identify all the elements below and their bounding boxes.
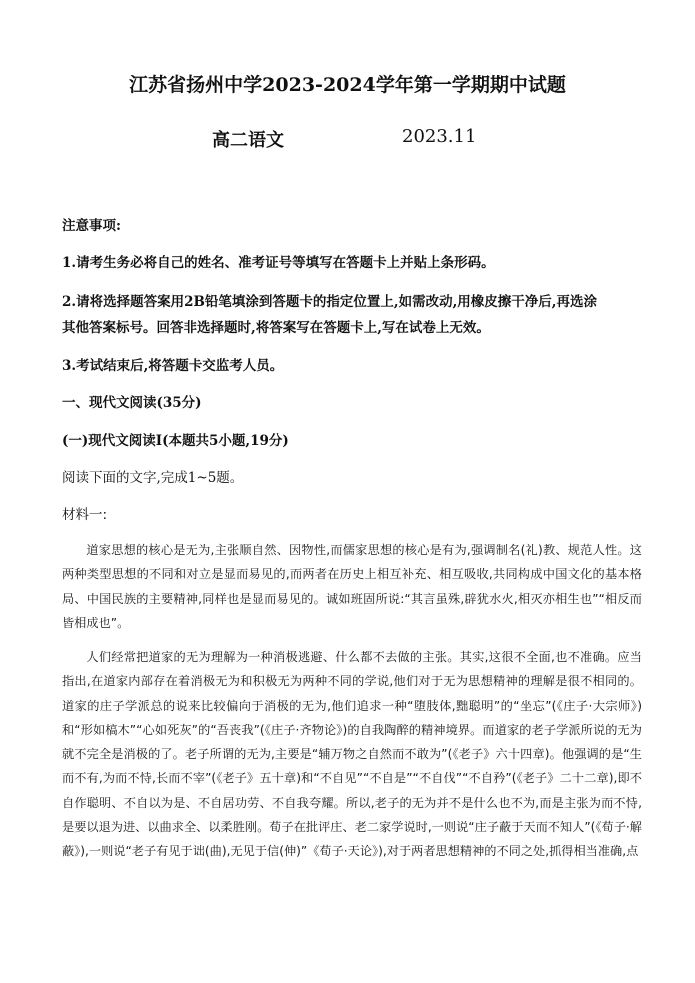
material-paragraph-1: 道家思想的核心是无为,主张顺自然、因物性,而儒家思想的核心是有为,强调制名(礼)教、规范人性。这两种类型思想的不同和对立是显而易见的,而两者在历史上相互补充、相互吸收,共同构成中国文化的基本格局、中国民族的主要精神,同样也是显而易见的。诚如班固所说:“其言虽殊,辟犹水火,相灭亦相生也”“相反而皆相成也”。 bbox=[62, 543, 642, 630]
material-label: 材料一: bbox=[62, 507, 108, 523]
exam-date: 2023.11 bbox=[402, 126, 477, 147]
section-subheading: (一)现代文阅读Ⅰ(本题共5小题,19分) bbox=[62, 433, 289, 449]
notice-item-1: 1.请考生务必将自己的姓名、准考证号等填写在答题卡上并贴上条形码。 bbox=[62, 255, 495, 271]
reading-instruction: 阅读下面的文字,完成1~5题。 bbox=[62, 470, 244, 486]
exam-title: 江苏省扬州中学2023-2024学年第一学期期中试题 bbox=[129, 74, 566, 96]
notice-heading: 注意事项: bbox=[62, 218, 121, 234]
material-paragraph-2: 人们经常把道家的无为理解为一种消极逃避、什么都不去做的主张。其实,这很不全面,也不准确。应当指出,在道家内部存在着消极无为和积极无为两种不同的学说,他们对于无为思想精神的理解是很不相同的。道家的庄子学派总的说来比较偏向于消极的无为,他们追求一种“堕肢体,黜聪明”的“坐忘”(《庄子·大宗师》)和“形如槁木”“心如死灰”的“吾丧我”(《庄子·齐物论》)的自我陶醉的精神境界。而道家的老子学派所说的无为就不完全是消极的了。老子所谓的无为,主要是“辅万物之自然而不敢为”(《老子》六十四章)。他强调的是“生而不有,为而不恃,长而不宰”(《老子》五十章)和“不自见”“不自是”“不自伐”“不自矜”(《老子》二十二章),即不自作聪明、不自以为是、不自居功劳、不自我夸耀。所以,老子的无为并不是什么也不为,而是主张为而不恃,是要以退为进、以曲求全、以柔胜刚。荀子在批评庄、老二家学说时,一则说“庄子蔽于天而不知人”(《荀子·解蔽》),一则说“老子有见于诎(曲),无见于信(伸)”《荀子·天论》),对于两者思想精神的不同之处,抓得相当准确,点 bbox=[62, 650, 642, 859]
notice-item-2: 2.请将选择题答案用2B铅笔填涂到答题卡的指定位置上,如需改动,用橡皮擦干净后,再选涂 bbox=[62, 294, 597, 310]
section-heading: 一、现代文阅读(35分) bbox=[62, 395, 202, 411]
subject-label: 高二语文 bbox=[212, 130, 284, 151]
notice-item-3: 3.考试结束后,将答题卡交监考人员。 bbox=[62, 358, 284, 374]
notice-item-2-cont: 其他答案标号。回答非选择题时,将答案写在答题卡上,写在试卷上无效。 bbox=[62, 320, 490, 336]
